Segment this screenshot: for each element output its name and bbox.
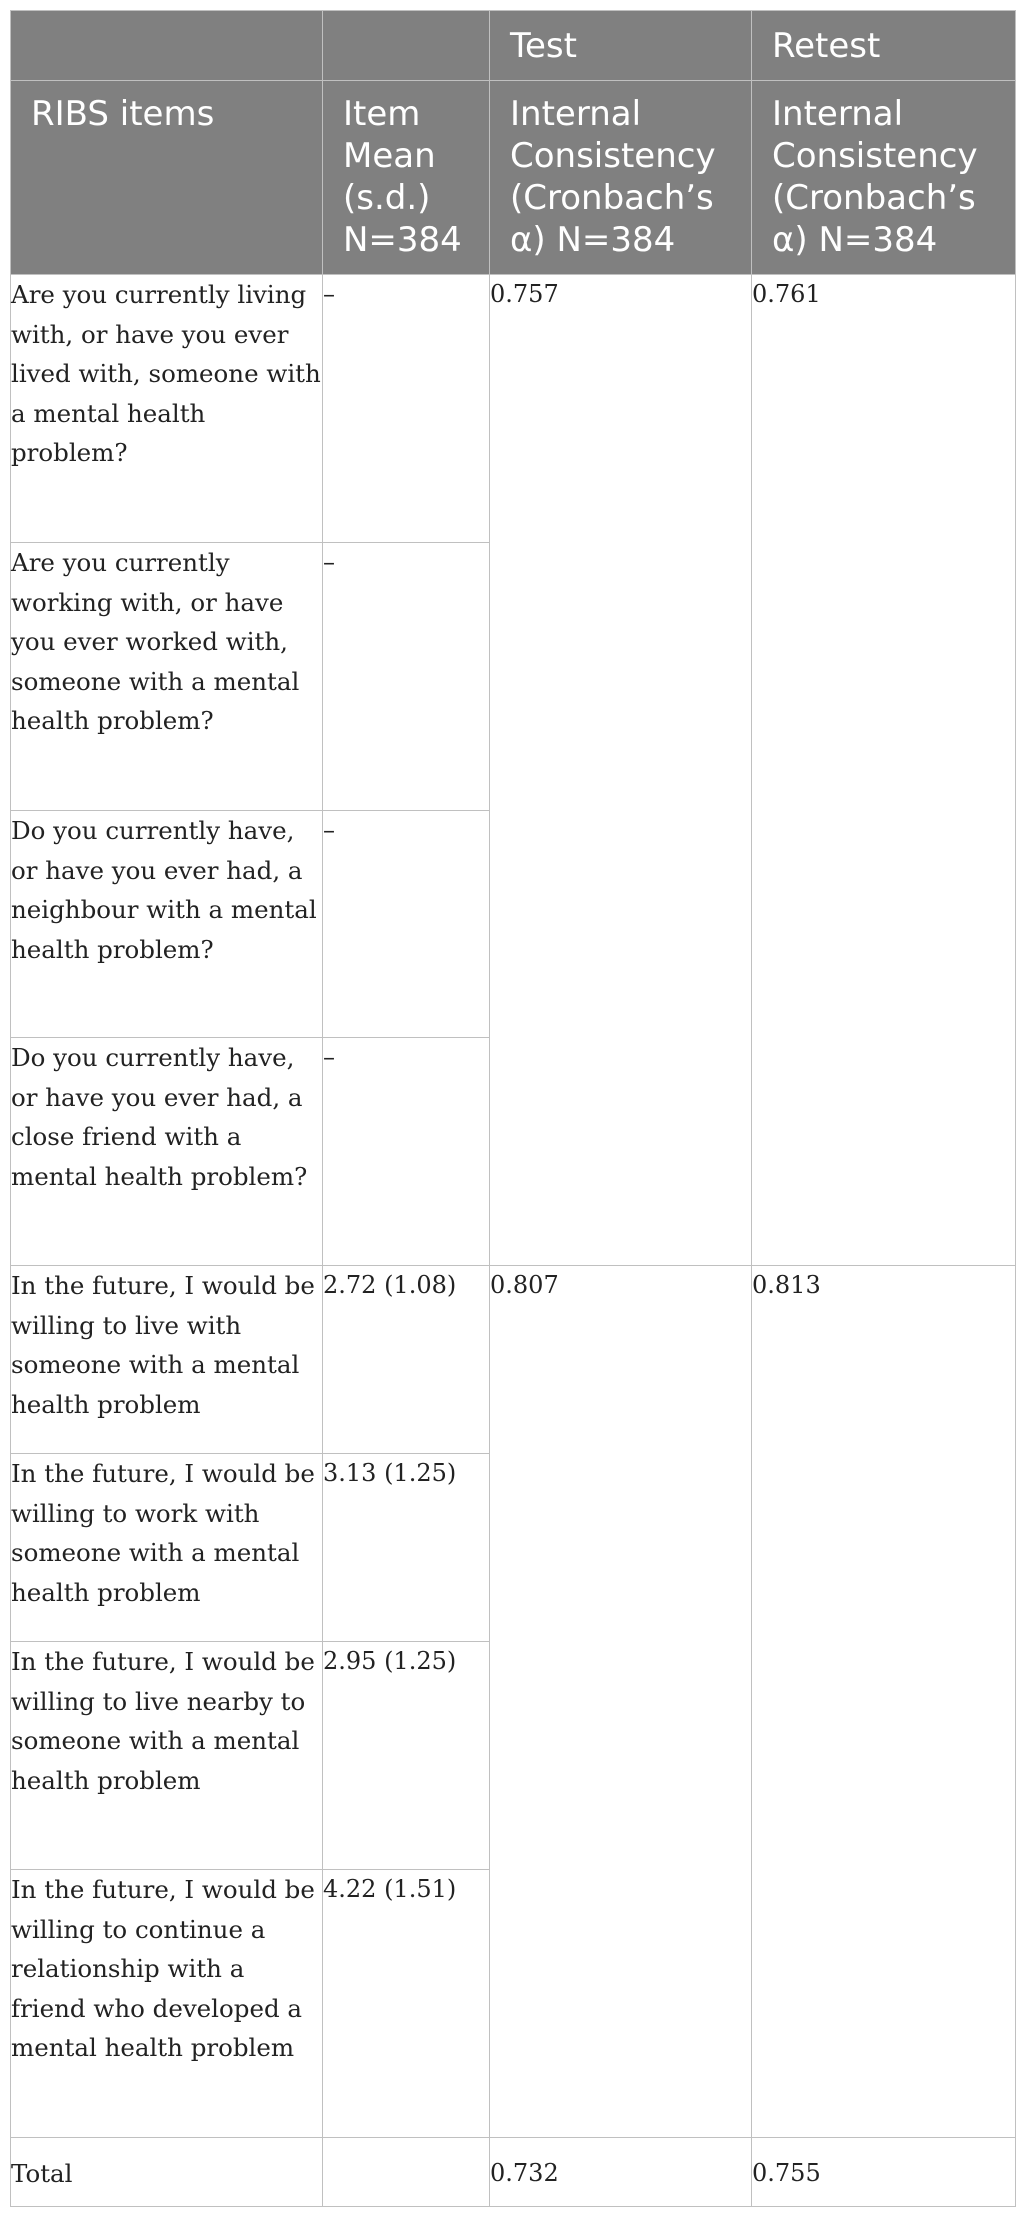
item-mean-cell: – (323, 1038, 490, 1266)
item-cell: Do you currently have, or have you ever had, a neighbour with a mental health problem? (11, 811, 323, 1038)
header-retest-internal-consistency: Internal Consistency (Cronbach’s α) N=384 (752, 81, 1016, 275)
header-item-mean: Item Mean (s.d.) N=384 (323, 81, 490, 275)
total-mean-cell (323, 2138, 490, 2207)
total-test-alpha: 0.732 (490, 2138, 752, 2207)
retest-alpha-cell: 0.761 (752, 275, 1016, 1266)
item-mean-cell: – (323, 811, 490, 1038)
ribs-reliability-table (10, 10, 1016, 2207)
item-cell: Are you currently working with, or have you ever worked with, someone with a mental health problem? (11, 543, 323, 811)
header-retest: Retest (752, 11, 1016, 81)
header-top-blank-2 (323, 11, 490, 81)
table-row (11, 1266, 1016, 1454)
item-mean-cell: – (323, 275, 490, 543)
header-test: Test (490, 11, 752, 81)
item-mean-cell: 4.22 (1.51) (323, 1870, 490, 2138)
total-retest-alpha: 0.755 (752, 2138, 1016, 2207)
table-row (11, 275, 1016, 543)
header-ribs-items: RIBS items (11, 81, 323, 275)
retest-alpha-cell: 0.813 (752, 1266, 1016, 2138)
item-cell: In the future, I would be willing to live nearby to someone with a mental health problem (11, 1642, 323, 1870)
item-cell: In the future, I would be willing to live with someone with a mental health problem (11, 1266, 323, 1454)
item-mean-cell: – (323, 543, 490, 811)
header-row-columns (11, 81, 1016, 275)
header-test-internal-consistency: Internal Consistency (Cronbach’s α) N=384 (490, 81, 752, 275)
item-mean-cell: 2.95 (1.25) (323, 1642, 490, 1870)
item-cell: In the future, I would be willing to work with someone with a mental health problem (11, 1454, 323, 1642)
item-mean-cell: 2.72 (1.08) (323, 1266, 490, 1454)
item-cell: In the future, I would be willing to continue a relationship with a friend who developed a mental health problem (11, 1870, 323, 2138)
table-header (11, 11, 1016, 275)
total-row (11, 2138, 1016, 2207)
item-cell: Do you currently have, or have you ever had, a close friend with a mental health problem? (11, 1038, 323, 1266)
test-alpha-cell: 0.807 (490, 1266, 752, 2138)
item-mean-cell: 3.13 (1.25) (323, 1454, 490, 1642)
total-label: Total (11, 2138, 323, 2207)
test-alpha-cell: 0.757 (490, 275, 752, 1266)
header-top-blank-1 (11, 11, 323, 81)
item-cell: Are you currently living with, or have you ever lived with, someone with a mental health problem? (11, 275, 323, 543)
header-row-top (11, 11, 1016, 81)
table-body (11, 275, 1016, 2207)
